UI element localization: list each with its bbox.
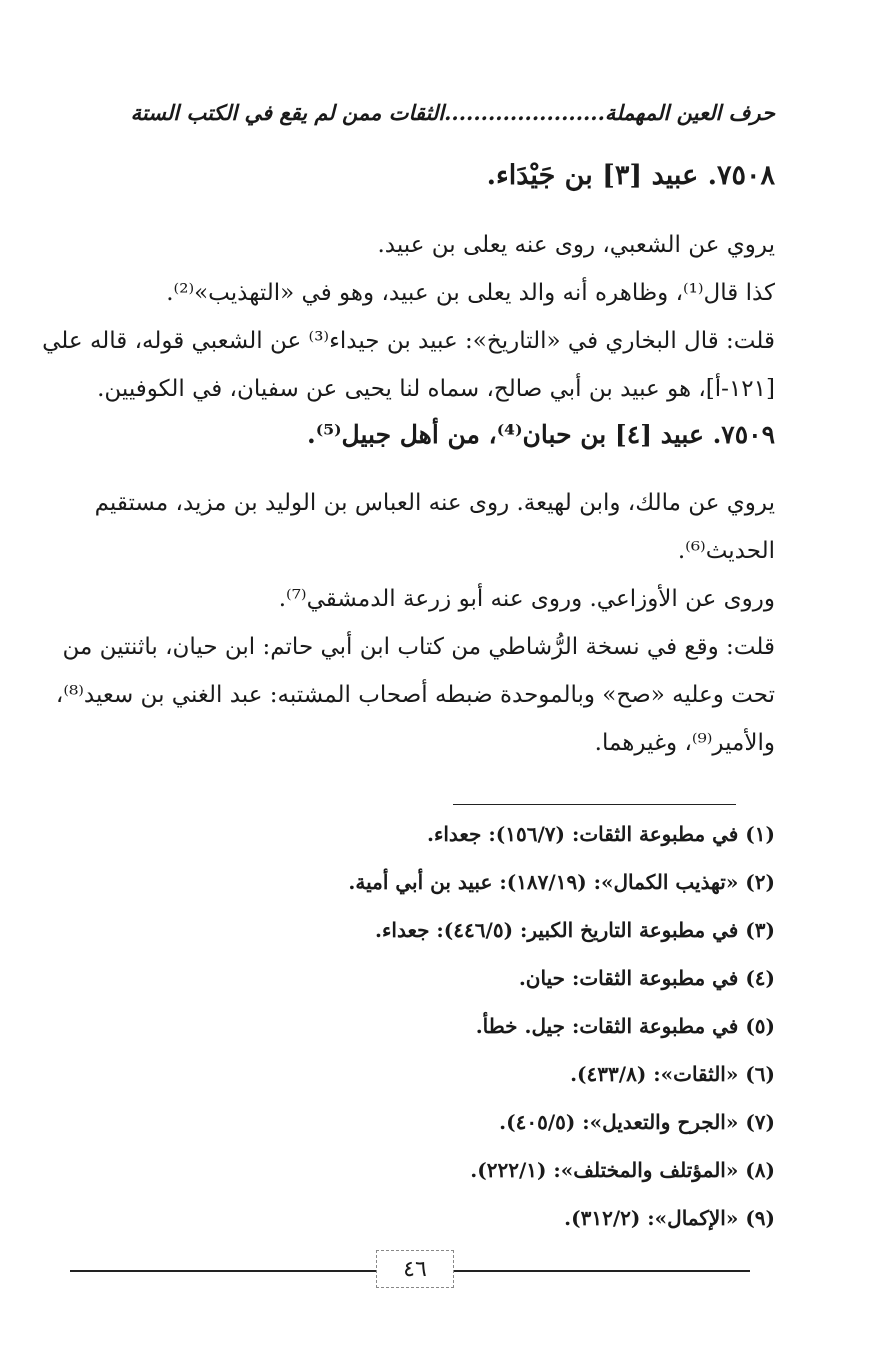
- footnote-9: (٩) «الإكمال»: (٣١٢/٢).: [564, 1206, 775, 1230]
- footnote-1: (١) في مطبوعة الثقات: (١٥٦/٧): جعداء.: [426, 822, 775, 846]
- entry-7509-line-2: الحديث⁽⁶⁾.: [677, 538, 775, 564]
- footnote-5: (٥) في مطبوعة الثقات: جيل. خطأ.: [475, 1014, 775, 1038]
- entry-7509-line-6: والأمير⁽⁹⁾، وغيرهما.: [594, 730, 775, 756]
- footnote-7: (٧) «الجرح والتعديل»: (٤٠٥/٥).: [499, 1110, 775, 1134]
- footnote-4: (٤) في مطبوعة الثقات: حيان.: [518, 966, 775, 990]
- entry-7509-line-4: قلت: وقع في نسخة الرُّشاطي من كتاب ابن أبي حاتم: ابن حيان، باثنتين من: [62, 634, 775, 660]
- entry-heading-7508: ٧٥٠٨. عبيد [٣] بن جَيْدَاء.: [486, 160, 775, 191]
- running-header: حرف العين المهملة......................الثقات ممن لم يقع في الكتب الستة: [130, 100, 775, 125]
- entry-7508-line-1: يروي عن الشعبي، روى عنه يعلى بن عبيد.: [377, 232, 775, 258]
- entry-7508-line-4: [١٢١-أ]، هو عبيد بن أبي صالح، سماه لنا يحيى عن سفيان، في الكوفيين.: [97, 376, 775, 402]
- footnote-6: (٦) «الثقات»: (٤٣٣/٨).: [570, 1062, 775, 1086]
- footnote-separator: [453, 804, 736, 805]
- page-number-text: ٤٦: [403, 1256, 427, 1282]
- footnote-8: (٨) «المؤتلف والمختلف»: (٢٢٢/١).: [470, 1158, 775, 1182]
- footnote-3: (٣) في مطبوعة التاريخ الكبير: (٤٤٦/٥): جعداء.: [375, 918, 775, 942]
- entry-7509-line-1: يروي عن مالك، وابن لهيعة. روى عنه العباس بن الوليد بن مزيد، مستقيم: [94, 490, 775, 516]
- entry-7509-line-3: وروى عن الأوزاعي. وروى عنه أبو زرعة الدمشقي⁽⁷⁾.: [278, 586, 775, 612]
- entry-7509-line-5: تحت وعليه «صح» وبالموحدة ضبطه أصحاب المشتبه: عبد الغني بن سعيد⁽⁸⁾،: [55, 682, 775, 708]
- entry-7508-line-3: قلت: قال البخاري في «التاريخ»: عبيد بن جيداء⁽³⁾ عن الشعبي قوله، قاله علي: [42, 328, 775, 354]
- entry-heading-7509: ٧٥٠٩. عبيد [٤] بن حبان⁽⁴⁾، من أهل جبيل⁽⁵⁾.: [307, 420, 775, 449]
- footnote-2: (٢) «تهذيب الكمال»: (١٨٧/١٩): عبيد بن أبي أمية.: [348, 870, 775, 894]
- entry-7508-line-2: كذا قال⁽¹⁾، وظاهره أنه والد يعلى بن عبيد، وهو في «التهذيب»⁽²⁾.: [166, 280, 775, 306]
- page-number: [376, 1250, 454, 1288]
